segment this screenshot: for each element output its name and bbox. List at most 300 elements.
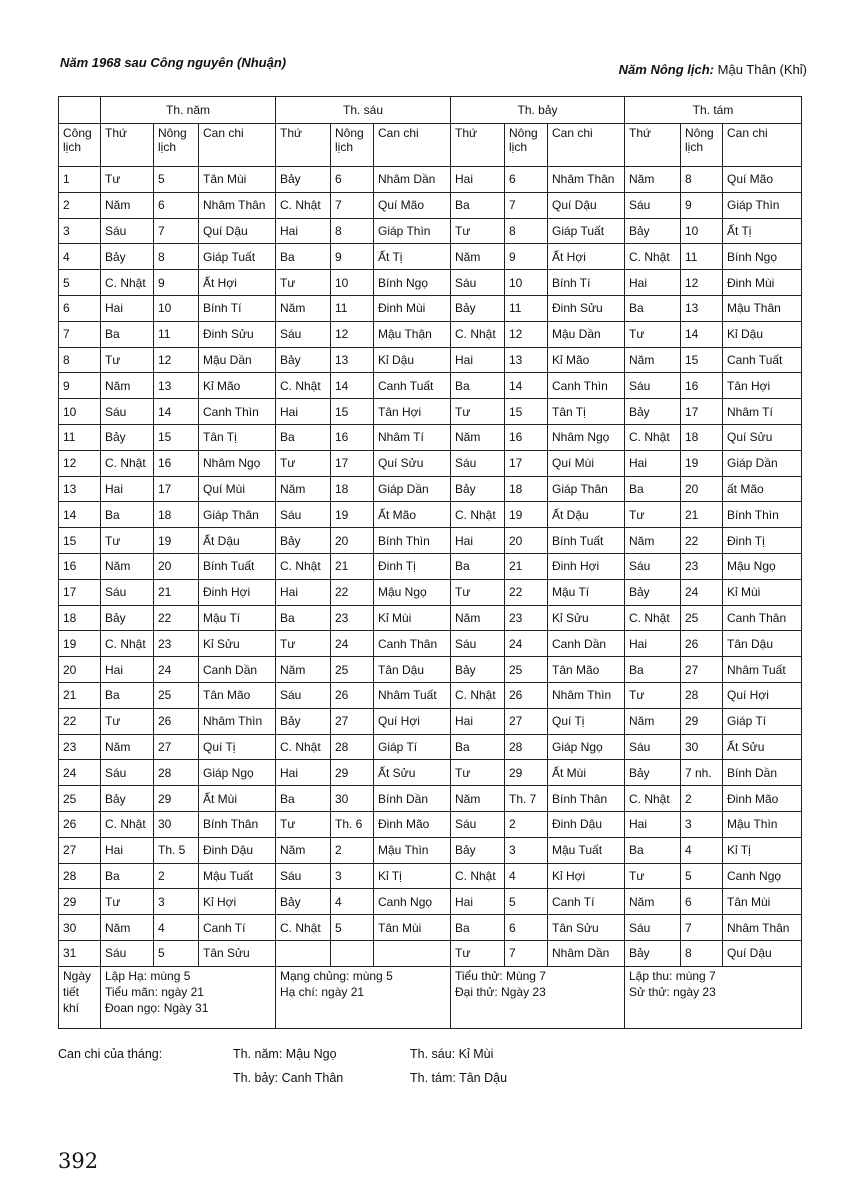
cell-lunar-6: 27: [331, 708, 374, 734]
cell-lunar-5: 13: [154, 373, 199, 399]
cell-weekday-6: Tư: [276, 811, 331, 837]
calendar-body: [59, 167, 802, 967]
cell-lunar-5: 3: [154, 889, 199, 915]
cell-weekday-8: Năm: [625, 889, 681, 915]
month-header-5: Th. năm: [101, 97, 276, 124]
cell-weekday-8: Ba: [625, 295, 681, 321]
cell-canchi-8: Kỉ Tị: [723, 837, 802, 863]
cell-lunar-6: 13: [331, 347, 374, 373]
cell-lunar-7: 17: [505, 450, 548, 476]
table-row: [59, 837, 802, 863]
table-row: [59, 399, 802, 425]
cell-weekday-5: Tư: [101, 347, 154, 373]
cell-lunar-6: 5: [331, 915, 374, 941]
cell-lunar-7: 20: [505, 528, 548, 554]
cell-canchi-8: Quí Mão: [723, 167, 802, 193]
cell-lunar-5: 6: [154, 192, 199, 218]
cell-weekday-5: C. Nhật: [101, 811, 154, 837]
tiet-khi-month-7: [451, 966, 625, 1028]
cell-canchi-7: Canh Thìn: [548, 373, 625, 399]
cell-lunar-8: 30: [681, 734, 723, 760]
table-row: [59, 553, 802, 579]
cell-lunar-8: 29: [681, 708, 723, 734]
cell-canchi-6: Mậu Thận: [374, 321, 451, 347]
col-header-weekday: Thứ: [101, 124, 154, 167]
cell-lunar-7: 26: [505, 682, 548, 708]
cell-canchi-5: Tân Sửu: [199, 940, 276, 966]
cell-lunar-8: 2: [681, 786, 723, 812]
cell-lunar-8: 19: [681, 450, 723, 476]
cell-canchi-5: Ất Mùi: [199, 786, 276, 812]
cell-lunar-6: 9: [331, 244, 374, 270]
cell-weekday-5: Sáu: [101, 579, 154, 605]
cell-lunar-7: 28: [505, 734, 548, 760]
cell-lunar-7: 22: [505, 579, 548, 605]
tiet-khi-month-5: [101, 966, 276, 1028]
cell-lunar-7: 6: [505, 167, 548, 193]
table-row: [59, 863, 802, 889]
cell-lunar-6: 22: [331, 579, 374, 605]
cell-weekday-6: Hai: [276, 760, 331, 786]
cell-weekday-6: Năm: [276, 476, 331, 502]
cell-canchi-6: Bính Ngọ: [374, 270, 451, 296]
cell-lunar-5: 7: [154, 218, 199, 244]
cell-lunar-8: 7 nh.: [681, 760, 723, 786]
cell-lunar-8: 24: [681, 579, 723, 605]
col-header-weekday: Thứ: [625, 124, 681, 167]
cell-canchi-5: Mậu Dần: [199, 347, 276, 373]
cell-weekday-7: Năm: [451, 424, 505, 450]
cell-canchi-6: Quí Hợi: [374, 708, 451, 734]
cell-weekday-6: Ba: [276, 244, 331, 270]
cell-weekday-6: Ba: [276, 424, 331, 450]
year-title: Năm 1968 sau Công nguyên (Nhuận): [60, 55, 287, 70]
cell-canchi-5: Nhâm Thân: [199, 192, 276, 218]
cell-lunar-6: 6: [331, 167, 374, 193]
cell-weekday-6: Bảy: [276, 528, 331, 554]
cell-lunar-6: 15: [331, 399, 374, 425]
cell-weekday-7: Năm: [451, 605, 505, 631]
cell-canchi-8: Quí Hợi: [723, 682, 802, 708]
cell-weekday-8: Tư: [625, 321, 681, 347]
cell-lunar-5: 21: [154, 579, 199, 605]
cell-weekday-7: Bảy: [451, 837, 505, 863]
cell-lunar-5: 20: [154, 553, 199, 579]
cell-lunar-6: 21: [331, 553, 374, 579]
table-row: [59, 682, 802, 708]
col-header-day: Công lịch: [59, 124, 101, 167]
cell-weekday-7: Sáu: [451, 811, 505, 837]
cell-lunar-7: 19: [505, 502, 548, 528]
cell-lunar-5: 12: [154, 347, 199, 373]
cell-lunar-8: 27: [681, 657, 723, 683]
cell-lunar-7: 11: [505, 295, 548, 321]
cell-weekday-7: Tư: [451, 760, 505, 786]
cell-weekday-8: Sáu: [625, 192, 681, 218]
table-row: [59, 167, 802, 193]
table-row: [59, 657, 802, 683]
cell-weekday-7: C. Nhật: [451, 863, 505, 889]
cell-lunar-6: 30: [331, 786, 374, 812]
cell-canchi-8: Mậu Thân: [723, 295, 802, 321]
cell-weekday-8: C. Nhật: [625, 244, 681, 270]
cell-weekday-6: Ba: [276, 605, 331, 631]
cell-canchi-7: Mậu Dần: [548, 321, 625, 347]
cell-canchi-6: Tân Mùi: [374, 915, 451, 941]
cell-weekday-6: Tư: [276, 270, 331, 296]
cell-day: 17: [59, 579, 101, 605]
cell-canchi-7: Tân Tị: [548, 399, 625, 425]
cell-canchi-7: Mậu Tí: [548, 579, 625, 605]
cell-lunar-6: 7: [331, 192, 374, 218]
cell-weekday-5: Năm: [101, 553, 154, 579]
cell-canchi-7: Tân Sửu: [548, 915, 625, 941]
tiet-khi-line: Lập Hạ: mùng 5: [105, 968, 191, 983]
cell-lunar-5: 2: [154, 863, 199, 889]
cell-lunar-6: 3: [331, 863, 374, 889]
table-row: [59, 786, 802, 812]
month-header-8: Th. tám: [625, 97, 802, 124]
page-number: 392: [58, 1149, 99, 1173]
tiet-khi-line: Tiểu thử: Mùng 7: [455, 968, 546, 983]
cell-lunar-5: Th. 5: [154, 837, 199, 863]
cell-weekday-8: Năm: [625, 167, 681, 193]
cell-canchi-7: Nhâm Dần: [548, 940, 625, 966]
cell-weekday-8: C. Nhật: [625, 605, 681, 631]
cell-canchi-6: Mậu Thìn: [374, 837, 451, 863]
table-row: [59, 734, 802, 760]
cell-canchi-6: Ất Mão: [374, 502, 451, 528]
cell-canchi-7: Đinh Dậu: [548, 811, 625, 837]
cell-lunar-8: 9: [681, 192, 723, 218]
cell-lunar-7: 24: [505, 631, 548, 657]
cell-canchi-6: Nhâm Tí: [374, 424, 451, 450]
cell-canchi-8: Mậu Ngọ: [723, 553, 802, 579]
cell-lunar-7: 2: [505, 811, 548, 837]
cell-lunar-8: 15: [681, 347, 723, 373]
cell-weekday-7: Sáu: [451, 450, 505, 476]
cell-weekday-5: Hai: [101, 476, 154, 502]
cell-weekday-7: Hai: [451, 167, 505, 193]
cell-day: 2: [59, 192, 101, 218]
cell-canchi-7: Đinh Hợi: [548, 553, 625, 579]
tiet-khi-month-6: [276, 966, 451, 1028]
cell-weekday-5: Sáu: [101, 399, 154, 425]
cell-day: 8: [59, 347, 101, 373]
cell-lunar-7: 8: [505, 218, 548, 244]
cell-canchi-8: Nhâm Tí: [723, 399, 802, 425]
month-canchi-7: Th. bảy: Canh Thân: [233, 1071, 344, 1085]
cell-canchi-7: Giáp Tuất: [548, 218, 625, 244]
cell-canchi-6: Quí Sửu: [374, 450, 451, 476]
cell-canchi-7: Tân Mão: [548, 657, 625, 683]
cell-canchi-8: Nhâm Thân: [723, 915, 802, 941]
cell-canchi-8: Tân Mùi: [723, 889, 802, 915]
col-header-canchi: Can chi: [548, 124, 625, 167]
cell-lunar-6: 24: [331, 631, 374, 657]
cell-lunar-7: 14: [505, 373, 548, 399]
cell-canchi-7: Ất Hợi: [548, 244, 625, 270]
cell-lunar-8: 17: [681, 399, 723, 425]
cell-canchi-6: Kỉ Mùi: [374, 605, 451, 631]
cell-lunar-8: 11: [681, 244, 723, 270]
cell-canchi-8: Đinh Mão: [723, 786, 802, 812]
table-row: [59, 708, 802, 734]
cell-weekday-5: Ba: [101, 502, 154, 528]
cell-weekday-8: Bảy: [625, 760, 681, 786]
tiet-khi-line: Lập thu: mùng 7: [629, 968, 716, 983]
cell-weekday-8: Tư: [625, 682, 681, 708]
cell-day: 25: [59, 786, 101, 812]
col-header-lunar: Nông lịch: [681, 124, 723, 167]
cell-lunar-8: 8: [681, 940, 723, 966]
cell-weekday-5: C. Nhật: [101, 270, 154, 296]
cell-weekday-7: Hai: [451, 708, 505, 734]
cell-weekday-8: Ba: [625, 476, 681, 502]
cell-weekday-7: Ba: [451, 553, 505, 579]
cell-lunar-5: 27: [154, 734, 199, 760]
col-header-lunar: Nông lịch: [505, 124, 548, 167]
lunar-year-label: Năm Nông lịch:: [618, 62, 715, 77]
cell-weekday-5: Năm: [101, 192, 154, 218]
cell-lunar-8: 3: [681, 811, 723, 837]
cell-lunar-8: 10: [681, 218, 723, 244]
cell-lunar-6: 10: [331, 270, 374, 296]
cell-lunar-7: 6: [505, 915, 548, 941]
table-row: [59, 244, 802, 270]
cell-canchi-6: Canh Thân: [374, 631, 451, 657]
cell-canchi-6: Giáp Tí: [374, 734, 451, 760]
cell-weekday-5: Hai: [101, 295, 154, 321]
col-header-lunar: Nông lịch: [154, 124, 199, 167]
cell-weekday-5: Ba: [101, 321, 154, 347]
cell-canchi-5: Đinh Hợi: [199, 579, 276, 605]
table-row: [59, 502, 802, 528]
cell-lunar-7: 9: [505, 244, 548, 270]
cell-weekday-6: Ba: [276, 786, 331, 812]
cell-canchi-5: Mậu Tí: [199, 605, 276, 631]
cell-weekday-6: C. Nhật: [276, 192, 331, 218]
month-canchi-8: Th. tám: Tân Dậu: [410, 1071, 508, 1085]
tiet-khi-label: Ngày tiết khí: [59, 966, 101, 1028]
cell-lunar-7: 7: [505, 940, 548, 966]
cell-lunar-8: 4: [681, 837, 723, 863]
cell-canchi-7: Ất Dậu: [548, 502, 625, 528]
cell-day: 15: [59, 528, 101, 554]
cell-canchi-7: Bính Thân: [548, 786, 625, 812]
cell-canchi-8: Canh Tuất: [723, 347, 802, 373]
cell-weekday-7: Bảy: [451, 295, 505, 321]
cell-canchi-5: Tân Mùi: [199, 167, 276, 193]
cell-lunar-7: 5: [505, 889, 548, 915]
cell-weekday-7: Sáu: [451, 631, 505, 657]
cell-lunar-6: 18: [331, 476, 374, 502]
cell-day: 31: [59, 940, 101, 966]
table-row: [59, 940, 802, 966]
cell-canchi-8: Kỉ Mùi: [723, 579, 802, 605]
month-canchi-5: Th. năm: Mậu Ngọ: [233, 1047, 337, 1061]
cell-lunar-7: 15: [505, 399, 548, 425]
cell-weekday-5: Năm: [101, 373, 154, 399]
cell-weekday-8: Hai: [625, 811, 681, 837]
cell-canchi-6: Canh Tuất: [374, 373, 451, 399]
cell-weekday-7: Hai: [451, 528, 505, 554]
cell-canchi-7: Giáp Ngọ: [548, 734, 625, 760]
cell-lunar-6: 11: [331, 295, 374, 321]
table-row: [59, 476, 802, 502]
cell-canchi-6: Giáp Thìn: [374, 218, 451, 244]
cell-weekday-5: Sáu: [101, 760, 154, 786]
cell-day: 14: [59, 502, 101, 528]
lunar-year-value: Mậu Thân (Khỉ): [717, 62, 807, 77]
cell-lunar-7: 21: [505, 553, 548, 579]
cell-canchi-6: Tân Dậu: [374, 657, 451, 683]
cell-canchi-5: Canh Tí: [199, 915, 276, 941]
cell-canchi-6: Mậu Ngọ: [374, 579, 451, 605]
cell-canchi-8: Nhâm Tuất: [723, 657, 802, 683]
cell-canchi-8: Ất Sửu: [723, 734, 802, 760]
cell-canchi-6: Đinh Tị: [374, 553, 451, 579]
cell-lunar-7: 23: [505, 605, 548, 631]
cell-canchi-8: Tân Hợi: [723, 373, 802, 399]
cell-canchi-5: Đinh Sửu: [199, 321, 276, 347]
cell-day: 24: [59, 760, 101, 786]
cell-day: 4: [59, 244, 101, 270]
cell-canchi-8: Quí Sửu: [723, 424, 802, 450]
cell-lunar-7: 4: [505, 863, 548, 889]
cell-day: 1: [59, 167, 101, 193]
cell-day: 7: [59, 321, 101, 347]
cell-lunar-6: 19: [331, 502, 374, 528]
cell-canchi-7: Nhâm Thìn: [548, 682, 625, 708]
cell-canchi-5: Canh Dần: [199, 657, 276, 683]
cell-lunar-6: 16: [331, 424, 374, 450]
cell-canchi-7: Kỉ Sửu: [548, 605, 625, 631]
cell-canchi-6: Kỉ Dậu: [374, 347, 451, 373]
cell-weekday-5: Tư: [101, 889, 154, 915]
cell-day: 20: [59, 657, 101, 683]
col-header-canchi: Can chi: [374, 124, 451, 167]
cell-lunar-5: 15: [154, 424, 199, 450]
cell-lunar-7: 27: [505, 708, 548, 734]
cell-weekday-5: Sáu: [101, 940, 154, 966]
cell-lunar-5: 24: [154, 657, 199, 683]
cell-canchi-8: Canh Thân: [723, 605, 802, 631]
cell-lunar-5: 29: [154, 786, 199, 812]
cell-weekday-6: Bảy: [276, 889, 331, 915]
cell-weekday-8: Sáu: [625, 553, 681, 579]
cell-weekday-7: Hai: [451, 889, 505, 915]
cell-weekday-6: Năm: [276, 657, 331, 683]
cell-canchi-7: Giáp Thân: [548, 476, 625, 502]
cell-canchi-5: Kỉ Mão: [199, 373, 276, 399]
table-row: [59, 424, 802, 450]
cell-lunar-8: 7: [681, 915, 723, 941]
cell-day: 16: [59, 553, 101, 579]
cell-lunar-8: 26: [681, 631, 723, 657]
cell-canchi-8: Đinh Tị: [723, 528, 802, 554]
cell-canchi-5: Mậu Tuất: [199, 863, 276, 889]
cell-lunar-5: 9: [154, 270, 199, 296]
cell-weekday-6: Bảy: [276, 347, 331, 373]
table-row: [59, 373, 802, 399]
cell-day: 30: [59, 915, 101, 941]
cell-weekday-6: Năm: [276, 295, 331, 321]
cell-weekday-7: Ba: [451, 915, 505, 941]
cell-canchi-5: Giáp Tuất: [199, 244, 276, 270]
cell-canchi-5: Quí Tị: [199, 734, 276, 760]
cell-canchi-5: Ất Hợi: [199, 270, 276, 296]
cell-canchi-8: Đinh Mùi: [723, 270, 802, 296]
col-header-canchi: Can chi: [723, 124, 802, 167]
tiet-khi-line: Tiểu mãn: ngày 21: [105, 984, 204, 999]
col-header-canchi: Can chi: [199, 124, 276, 167]
cell-weekday-7: C. Nhật: [451, 502, 505, 528]
cell-lunar-6: 4: [331, 889, 374, 915]
cell-lunar-6: 12: [331, 321, 374, 347]
cell-lunar-7: 29: [505, 760, 548, 786]
cell-weekday-5: Bảy: [101, 605, 154, 631]
calendar-table: [58, 96, 802, 1029]
cell-weekday-5: Năm: [101, 915, 154, 941]
cell-weekday-7: Bảy: [451, 657, 505, 683]
cell-canchi-7: Quí Dậu: [548, 192, 625, 218]
cell-lunar-6: 20: [331, 528, 374, 554]
cell-canchi-7: Quí Mùi: [548, 450, 625, 476]
cell-canchi-6: Quí Mão: [374, 192, 451, 218]
cell-weekday-8: Năm: [625, 347, 681, 373]
cell-weekday-8: Bảy: [625, 399, 681, 425]
cell-weekday-8: Ba: [625, 657, 681, 683]
cell-weekday-7: Ba: [451, 192, 505, 218]
cell-weekday-5: Ba: [101, 682, 154, 708]
cell-day: 3: [59, 218, 101, 244]
cell-weekday-7: Năm: [451, 786, 505, 812]
cell-lunar-8: 21: [681, 502, 723, 528]
month-canchi-label: Can chi của tháng:: [58, 1047, 163, 1061]
cell-canchi-8: Bính Dần: [723, 760, 802, 786]
cell-weekday-5: Sáu: [101, 218, 154, 244]
cell-weekday-7: Tư: [451, 940, 505, 966]
cell-weekday-6: C. Nhật: [276, 915, 331, 941]
cell-weekday-8: Bảy: [625, 940, 681, 966]
cell-weekday-8: Hai: [625, 631, 681, 657]
cell-weekday-8: Sáu: [625, 915, 681, 941]
cell-weekday-7: Bảy: [451, 476, 505, 502]
cell-canchi-5: Giáp Thân: [199, 502, 276, 528]
cell-canchi-8: Mậu Thìn: [723, 811, 802, 837]
cell-lunar-7: 7: [505, 192, 548, 218]
cell-canchi-5: Nhâm Thìn: [199, 708, 276, 734]
table-row: [59, 631, 802, 657]
table-row: [59, 218, 802, 244]
cell-lunar-5: 10: [154, 295, 199, 321]
cell-weekday-8: Năm: [625, 528, 681, 554]
cell-lunar-8: 23: [681, 553, 723, 579]
cell-day: 23: [59, 734, 101, 760]
cell-canchi-7: Kỉ Hợi: [548, 863, 625, 889]
cell-lunar-6: 23: [331, 605, 374, 631]
cell-lunar-8: 16: [681, 373, 723, 399]
cell-weekday-5: C. Nhật: [101, 631, 154, 657]
cell-weekday-7: Hai: [451, 347, 505, 373]
cell-day: 11: [59, 424, 101, 450]
cell-lunar-5: 19: [154, 528, 199, 554]
cell-day: 18: [59, 605, 101, 631]
cell-day: 12: [59, 450, 101, 476]
cell-weekday-6: Bảy: [276, 708, 331, 734]
cell-canchi-8: Ất Tị: [723, 218, 802, 244]
